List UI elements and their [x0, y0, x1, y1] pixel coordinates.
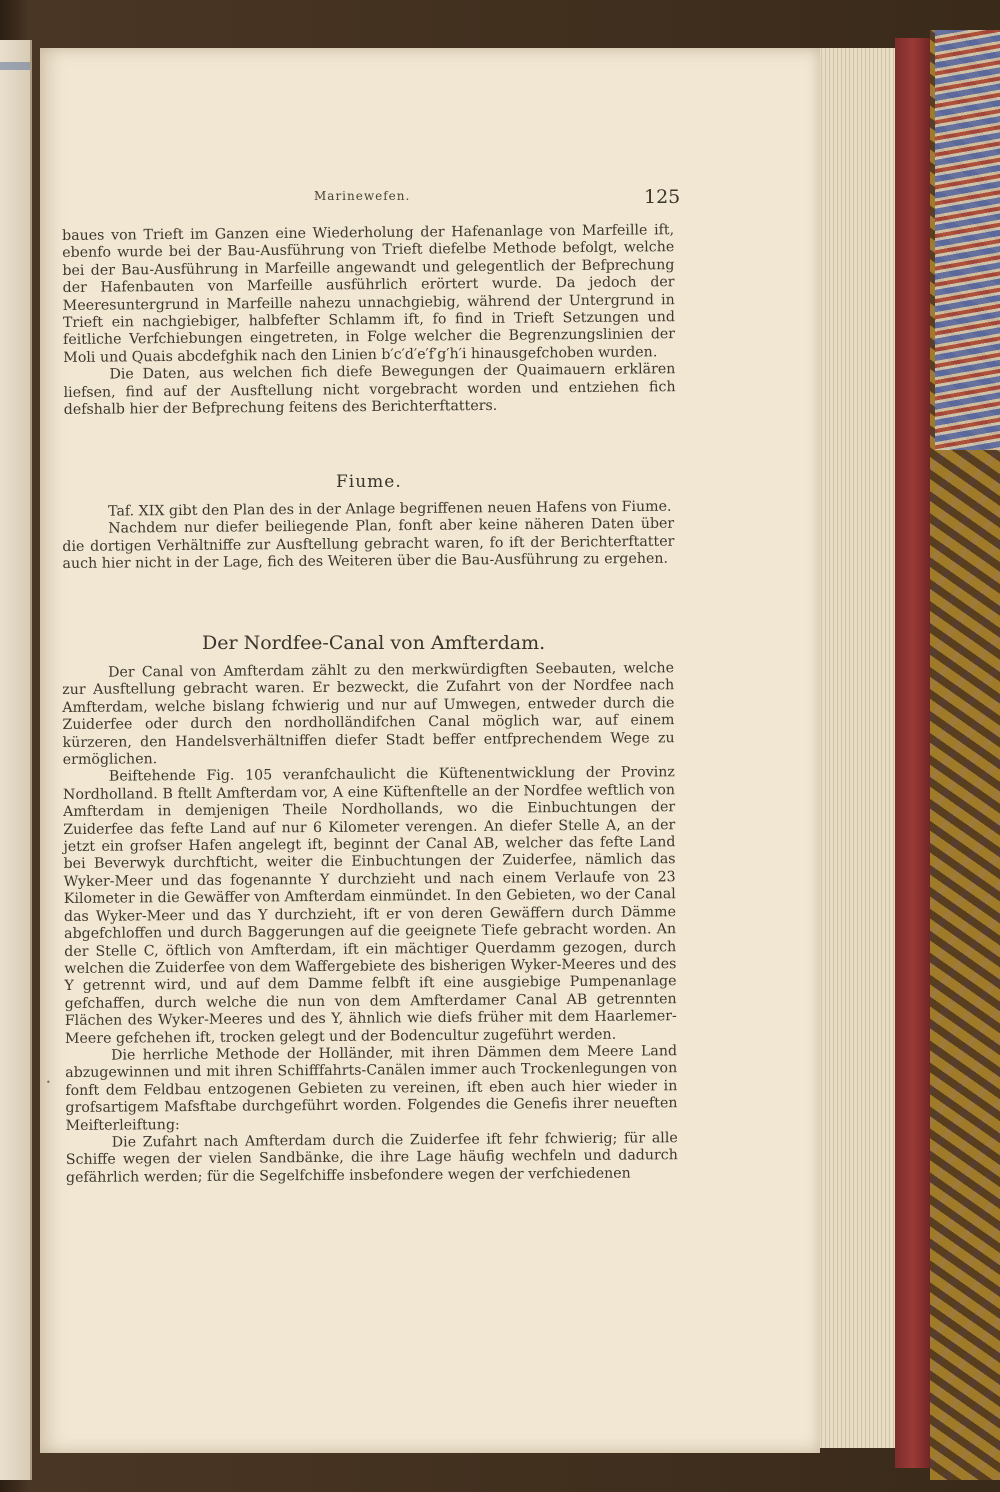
- section-fiume-text: [62, 499, 675, 574]
- paragraph: Die Zufahrt nach Amfterdam durch die Zuiderfee ift fehr fchwierig; für alle Schiffe wegen der vielen Sandbänke, die ihre Lage häufig wechfeln und dadurch gefährlich werden; für die Segelfchiffe insbefondere wegen der verfchiedenen: [65, 1130, 678, 1186]
- facing-page-stain: [0, 62, 30, 70]
- page-stack-edge: [818, 48, 898, 1448]
- section-triest-text: [62, 222, 676, 419]
- marbled-endpaper-edge: [935, 30, 1000, 450]
- section-heading-canal: Der Nordfee-Canal von Amfterdam.: [202, 632, 546, 654]
- paragraph: Beiftehende Fig. 105 veranfchaulicht die Küftenentwicklung der Provinz Nordholland. B ftellt Amfterdam vor, A eine Küftenftelle an der Nordfee weftlich von Amfterdam in demjenigen Theile Nordhollands, wo die Einbuchtungen der Zuiderfee das fefte Land auf nur 6 Kilometer verengen. An diefer Stelle A, an der jetzt ein grofser Hafen angelegt ift, beginnt der Canal AB, welcher das fefte Land bei Beverwyk durchfticht, weiter die Einbuchtungen der Zuiderfee, nämlich das Wyker-Meer und das fogenannte Y durchzieht und nach einem Verlaufe von 23 Kilometer in die Gewäffer von Amfterdam einmündet. In den Gebieten, wo der Canal das Wyker-Meer und das Y durchzieht, ift er von deren Gewäffern durch Dämme abgefchloffen und durch Baggerungen auf die geeignete Tiefe gebracht worden. An der Stelle C, öftlich von Amfterdam, ift ein mächtiger Querdamm gezogen, durch welchen die Zuiderfee von dem Waffergebiete des bisherigen Wyker-Meeres und des Y getrennt wird, und auf dem Damme felbft ift eine ausgiebige Pumpenanlage gefchaffen, durch welche die nun von dem Amfterdamer Canal AB getrennten Flächen des Wyker-Meeres und des Y, ähnlich wie diefs früher mit dem Haarlemer-Meere gefchehen ift, trocken gelegt und der Bodencultur zugeführt werden.: [62, 764, 677, 1047]
- book-cover-spine: [895, 38, 931, 1468]
- running-title: Marinewefen.: [314, 189, 411, 203]
- paragraph: Die herrliche Methode der Holländer, mit ihren Dämmen dem Meere Land abzugewinnen und mit ihren Schifffahrts-Canälen immer auch Trockenlegungen von fonft dem Feldbau entzogenen Gebieten zu vereinen, ift eben auch hier wieder in grofsartigem Mafsftabe durchgeführt worden. Folgendes die Genefis ihrer neueften Meifterleiftung:: [65, 1043, 678, 1134]
- paragraph: Die Daten, aus welchen fich diefe Bewegungen der Quaimauern erklären liefsen, find auf der Ausftellung nicht vorgebracht worden und entziehen fich defshalb hier der Befprechung feitens des Berichterftatters.: [63, 361, 676, 419]
- paragraph: Nachdem nur diefer beiliegende Plan, fonft aber keine näheren Daten über die dortigen Verhältniffe zur Ausftellung gebracht waren, fo ift der Berichterftatter auch hier nicht in der Lage, fich des Weiteren über die Bau-Ausführung zu ergehen.: [62, 516, 675, 573]
- section-canal-text: [62, 660, 678, 1187]
- page-number: 125: [644, 186, 681, 208]
- paragraph: Der Canal von Amfterdam zählt zu den merkwürdigften Seebauten, welche zur Ausftellung gebracht waren. Er bezweckt, die Zufahrt von der Nordfee nach Amfterdam, welche bislang fchwierig und nur auf Umwegen, entweder durch die Zuiderfee oder durch den nordholländifchen Canal möglich war, auf einem kürzeren, den Handelsverhältniffen diefer Stadt beffer entfprechendem Wege zu ermöglichen.: [62, 660, 675, 769]
- paragraph: baues von Trieft im Ganzen eine Wiederholung der Hafenanlage von Marfeille ift, ebenfo wurde bei der Bau-Ausführung von Trieft diefelbe Methode befolgt, welche bei der Bau-Ausführung in Marfeille angewandt und gelegentlich der Befprechung der Hafenbauten von Marfeille ausführlich erörtert wurde. Da jedoch der Meeresuntergrund in Marfeille nahezu unnachgiebig, während der Untergrund in Trieft ein nachgiebiger, halbfefter Schlamm ift, fo find in Trieft Setzungen und feitliche Verfchiebungen eingetreten, in Folge welcher die Begrenzungslinien der Moli und Quais abcdefghik nach den Linien b′c′d′e′f′g′h′i hinausgefchoben wurden.: [62, 222, 676, 366]
- margin-dot: •: [46, 1078, 51, 1087]
- paragraph: Taf. XIX gibt den Plan des in der Anlage begriffenen neuen Hafens von Fiume.: [107, 498, 672, 520]
- facing-page-edge: [0, 40, 32, 1480]
- section-heading-fiume: Fiume.: [336, 472, 402, 492]
